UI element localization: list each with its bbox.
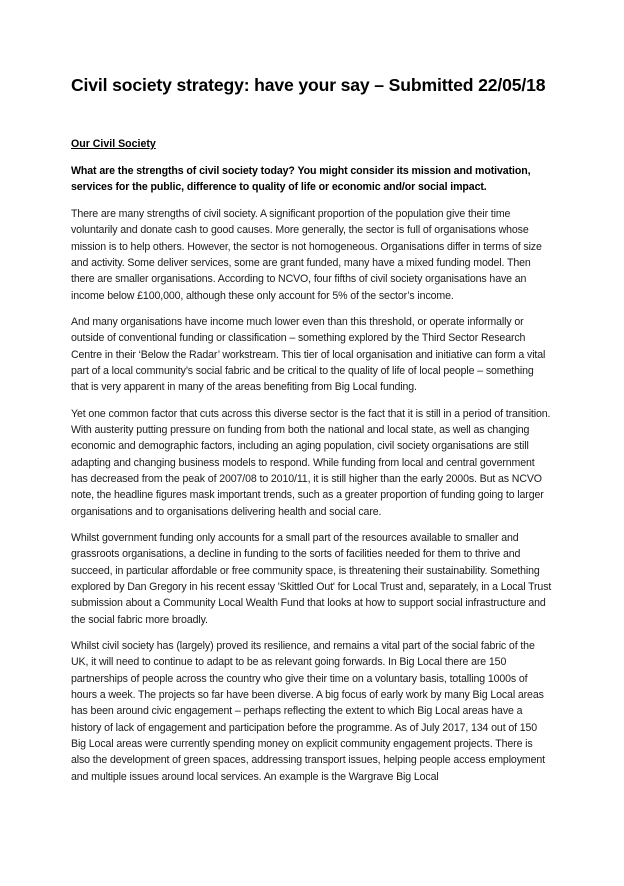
body-paragraph: Whilst civil society has (largely) proved its resilience, and remains a vital part of the social fabric of the UK, it will need to continue to adapt to be as relevant going forwards. In Big Local there are 150 partnerships of people across the country who give their time on a voluntary basis, totalling 1000s of hours a week. The projects so far have been diverse. A big focus of early work by many Big Local areas has been around civic engagement – perhaps reflecting the extent to which Big Local areas have a history of lack of engagement and participation before the programme. As of July 2017, 134 out of 150 Big Local areas were currently spending money on explicit community engagement projects. There is also the development of green spaces, addressing transport issues, helping people access employment and multiple issues around local services. An example is the Wargrave Big Local xyxy=(71,640,545,783)
body-paragraph: There are many strengths of civil society. A significant proportion of the population give their time voluntarily and donate cash to good causes. More generally, the sector is full of organisations whose mission is to help others. However, the sector is not homogeneous. Organisations differ in terms of size and activity. Some deliver services, some are grant funded, many have a mixed funding model. Then there are smaller organisations. According to NCVO, four fifths of civil society organisations have an income below £100,000, although these only account for 5% of the sector’s income. xyxy=(71,207,542,302)
body-paragraph: And many organisations have income much lower even than this threshold, or operate informally or outside of conventional funding or classification – something explored by the Third Sector Research Centre in their ‘Below the Radar’ workstream. This tier of local organisation and initiative can form a vital part of a local community’s social fabric and be critical to the quality of life of local people – something that is very apparent in many of the areas benefiting from Big Local funding. xyxy=(71,315,546,394)
document-title: Civil society strategy: have your say – Submitted 22/05/18 xyxy=(71,75,546,95)
consultation-question: What are the strengths of civil society today? You might consider its mission and motivation, services for the public, difference to quality of life or economic and/or social impact. xyxy=(71,165,531,194)
body-paragraph: Yet one common factor that cuts across this diverse sector is the fact that it is still in a period of transition. With austerity putting pressure on funding from both the national and local state, as well as changing economic and demographic factors, including an aging population, civil society organisations are still adapting and changing business models to respond. While funding from local and central government has decreased from the peak of 2007/08 to 2010/11, it is still higher than the early 2000s. But as NCVO note, the headline figures mask important trends, such as a greater proportion of funding going to larger organisations and to organisations delivering health and social care. xyxy=(71,407,551,518)
document-body xyxy=(71,136,553,795)
body-paragraph: Whilst government funding only accounts for a small part of the resources available to smaller and grassroots organisations, a decline in funding to the sorts of facilities needed for them to thrive and succeed, in particular affordable or free community space, is threatening their sustainability. Something explored by Dan Gregory in his recent essay 'Skittled Out' for Local Trust and, separately, in a Local Trust submission about a Community Local Wealth Fund that looks at how to support social infrastructure and the social fabric more broadly. xyxy=(71,532,552,626)
section-heading: Our Civil Society xyxy=(71,138,156,150)
